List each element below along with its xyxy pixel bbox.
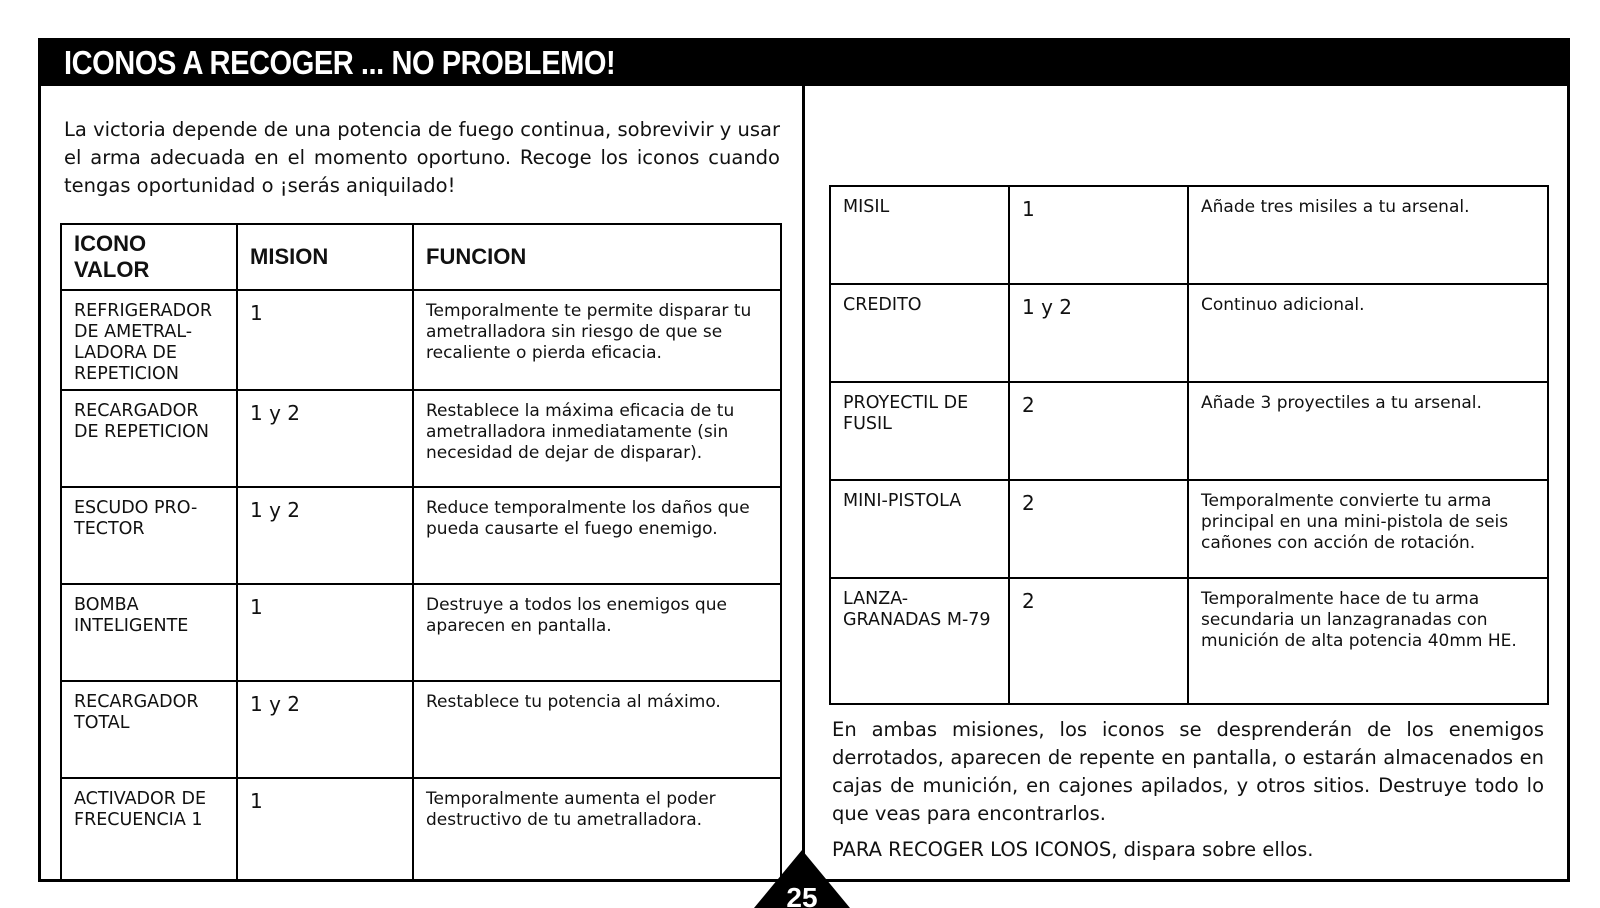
cell-mision: 1 y 2 [237, 390, 413, 487]
header-mision: MISION [237, 224, 413, 290]
table-row [830, 284, 1548, 382]
cell-funcion: Temporalmente hace de tu arma secundaria un lanzagranadas con munición de alta potencia 40mm HE. [1188, 578, 1548, 704]
page-title: ICONOS A RECOGER ... NO PROBLEMO! [64, 44, 616, 81]
cell-icon: MINI-PISTOLA [830, 480, 1009, 578]
cell-icon: MISIL [830, 186, 1009, 284]
pickup-instruction: PARA RECOGER LOS ICONOS, dispara sobre ellos. [832, 838, 1314, 861]
cell-mision: 1 y 2 [237, 681, 413, 778]
left-icons-table [60, 223, 782, 882]
cell-funcion: Destruye a todos los enemigos que aparecen en pantalla. [413, 584, 781, 681]
cell-icon: RECARGADOR TOTAL [61, 681, 237, 778]
cell-funcion: Temporalmente aumenta el poder destructivo de tu ametralladora. [413, 778, 781, 881]
cell-funcion: Temporalmente convierte tu arma principal en una mini-pistola de seis cañones con acción de rotación. [1188, 480, 1548, 578]
cell-funcion: Restablece la máxima eficacia de tu ametralladora inmediatamente (sin necesidad de dejar de disparar). [413, 390, 781, 487]
cell-mision: 2 [1009, 480, 1188, 578]
cell-icon: CREDITO [830, 284, 1009, 382]
cell-icon: REFRIGERADOR DE AMETRAL-LADORA DE REPETICION [61, 290, 237, 390]
intro-paragraph: La victoria depende de una potencia de fuego continua, sobrevivir y usar el arma adecuada en el momento oportuno. Recoge los iconos cuando tengas oportunidad o ¡serás aniquilado! [64, 118, 780, 197]
cell-mision: 1 y 2 [237, 487, 413, 584]
cell-funcion: Reduce temporalmente los daños que pueda causarte el fuego enemigo. [413, 487, 781, 584]
cell-funcion: Añade 3 proyectiles a tu arsenal. [1188, 382, 1548, 480]
cell-icon: LANZA-GRANADAS M-79 [830, 578, 1009, 704]
table-row [61, 390, 781, 487]
cell-funcion: Continuo adicional. [1188, 284, 1548, 382]
outro-paragraph: En ambas misiones, los iconos se desprenderán de los enemigos derrotados, aparecen de repente en pantalla, o estarán almacenados en cajas de munición, en cajones apilados, y otros sitios. Destruye todo lo que veas para encontrarlos. [832, 718, 1544, 825]
cell-mision: 2 [1009, 578, 1188, 704]
cell-funcion: Restablece tu potencia al máximo. [413, 681, 781, 778]
table-row [61, 681, 781, 778]
page-number-badge [754, 850, 850, 908]
right-icons-table [829, 185, 1549, 705]
cell-mision: 1 [237, 584, 413, 681]
table-row [830, 186, 1548, 284]
table-row [830, 382, 1548, 480]
cell-icon: ACTIVADOR DE FRECUENCIA 1 [61, 778, 237, 881]
table-row [61, 778, 781, 881]
table-row [830, 578, 1548, 704]
header-funcion: FUNCION [413, 224, 781, 290]
table-row [61, 290, 781, 390]
cell-mision: 2 [1009, 382, 1188, 480]
cell-icon: RECARGADOR DE REPETICION [61, 390, 237, 487]
header-icono-valor: ICONO VALOR [61, 224, 237, 290]
cell-mision: 1 [1009, 186, 1188, 284]
cell-icon: ESCUDO PRO-TECTOR [61, 487, 237, 584]
cell-icon: PROYECTIL DE FUSIL [830, 382, 1009, 480]
cell-mision: 1 [237, 778, 413, 881]
table-row [61, 487, 781, 584]
column-divider [802, 86, 805, 882]
cell-mision: 1 [237, 290, 413, 390]
page-number: 25 [786, 882, 818, 908]
cell-funcion: Temporalmente te permite disparar tu ametralladora sin riesgo de que se recaliente o pierda eficacia. [413, 290, 781, 390]
table-row [830, 480, 1548, 578]
table-header-row [61, 224, 781, 290]
cell-mision: 1 y 2 [1009, 284, 1188, 382]
cell-icon: BOMBA INTELIGENTE [61, 584, 237, 681]
table-row [61, 584, 781, 681]
cell-funcion: Añade tres misiles a tu arsenal. [1188, 186, 1548, 284]
